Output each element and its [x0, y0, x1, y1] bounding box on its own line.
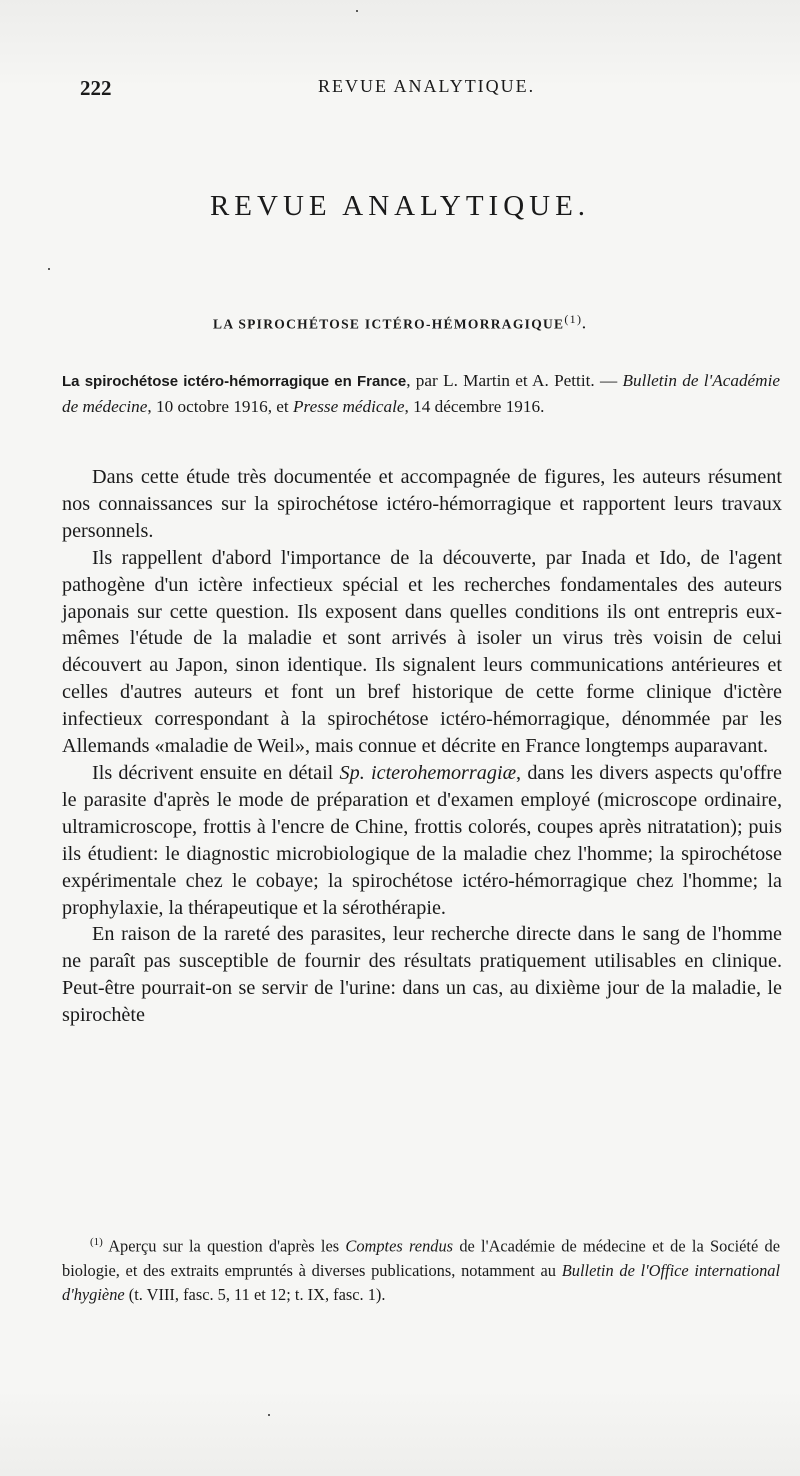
reference-journal-2: Presse médicale [293, 397, 405, 416]
scan-speck [356, 10, 358, 12]
reference-authors: , par L. Martin et A. Pettit. — [406, 371, 623, 390]
article-heading: LA SPIROCHÉTOSE ICTÉRO-HÉMORRAGIQUE$^{(1)}$. [213, 312, 587, 332]
running-head [80, 76, 780, 106]
species-name: Sp. icterohemorragiæ [339, 761, 517, 784]
reference-title: La spirochétose ictéro-hémorragique en France [62, 373, 407, 390]
article-heading-text: LA SPIROCHÉTOSE ICTÉRO-HÉMORRAGIQUE [213, 316, 565, 332]
paragraph-3-rest: , dans les divers aspects qu'offre le parasite d'après le mode de préparation et d'examen employé (microscope ordinaire, ultramicroscope, frottis à l'encre de Chine, frottis colorés, coupes après nitratation); puis ils étudient: le diagnostic microbiologique de la maladie chez l'homme; la spirochétose expérimentale chez le cobaye; la spirochétose ictéro-hémorragique chez l'homme; la prophylaxie, la thérapeutique et la sérothérapie. [62, 761, 782, 919]
paragraph-1: Dans cette étude très documentée et accompagnée de figures, les auteurs résument nos connaissances sur la spirochétose ictéro-hémorragique et rapportent leurs travaux personnels. [62, 466, 782, 542]
footnote [62, 1230, 780, 1308]
footnote-text-1: Aperçu sur la question d'après les [102, 1236, 346, 1256]
running-title: REVUE ANALYTIQUE. [318, 76, 536, 96]
footnote-text-2: de l'Académie de médecine et de la Société de biologie, et des extraits empruntés à diverses publications, notamment au [62, 1236, 780, 1280]
footnote-mark: (1) [90, 1236, 103, 1248]
section-title: REVUE ANALYTIQUE. [209, 190, 591, 222]
footnote-text-3: (t. VIII, fasc. 5, 11 et 12; t. IX, fasc. 1). [124, 1285, 386, 1305]
paragraph-4: En raison de la rareté des parasites, leur recherche directe dans le sang de l'homme ne paraît pas susceptible de fournir des résultats pratiquement utilisables en clinique. Peut-être pourrait-on se servir de l'urine: dans un cas, au dixième jour de la maladie, le spirochète [62, 923, 782, 1027]
article-body [62, 464, 782, 1029]
page-number: 222 [80, 76, 112, 100]
footnote-italic-1: Comptes rendus [345, 1236, 454, 1256]
reference-journal-1: Bulletin de l'Académie de médecine [62, 371, 780, 416]
scan-speck [268, 1414, 270, 1416]
paragraph-2: Ils rappellent d'abord l'importance de la découverte, par Inada et Ido, de l'agent pathogène d'un ictère infectieux spécial et les recherches fondamentales des auteurs japonais sur cette question. Ils exposent dans quelles conditions ils ont entrepris eux-mêmes l'étude de la maladie et sont arrivés à isoler un virus très voisin de celui découvert au Japon, sinon identique. Ils signalent leurs communications antérieures et celles d'autres auteurs et font un bref historique de cette forme clinique d'ictère infectieux correspondant à la spirochétose ictéro-hémorragique, dénommée par les Allemands «maladie de Weil», mais connue et décrite en France longtemps auparavant. [62, 546, 782, 758]
bibliographic-reference [62, 368, 780, 419]
reference-date-1: , 10 octobre 1916, et [147, 397, 294, 416]
footnote-reference-mark: (1) [564, 312, 583, 326]
reference-date-2: , 14 décembre 1916. [404, 397, 545, 416]
footnote-italic-2: Bulletin de l'Office international d'hygiène [62, 1260, 781, 1305]
scan-speck [48, 268, 50, 270]
paragraph-3-start: Ils décrivent ensuite en détail [92, 761, 340, 784]
paragraph-3 [62, 760, 782, 921]
